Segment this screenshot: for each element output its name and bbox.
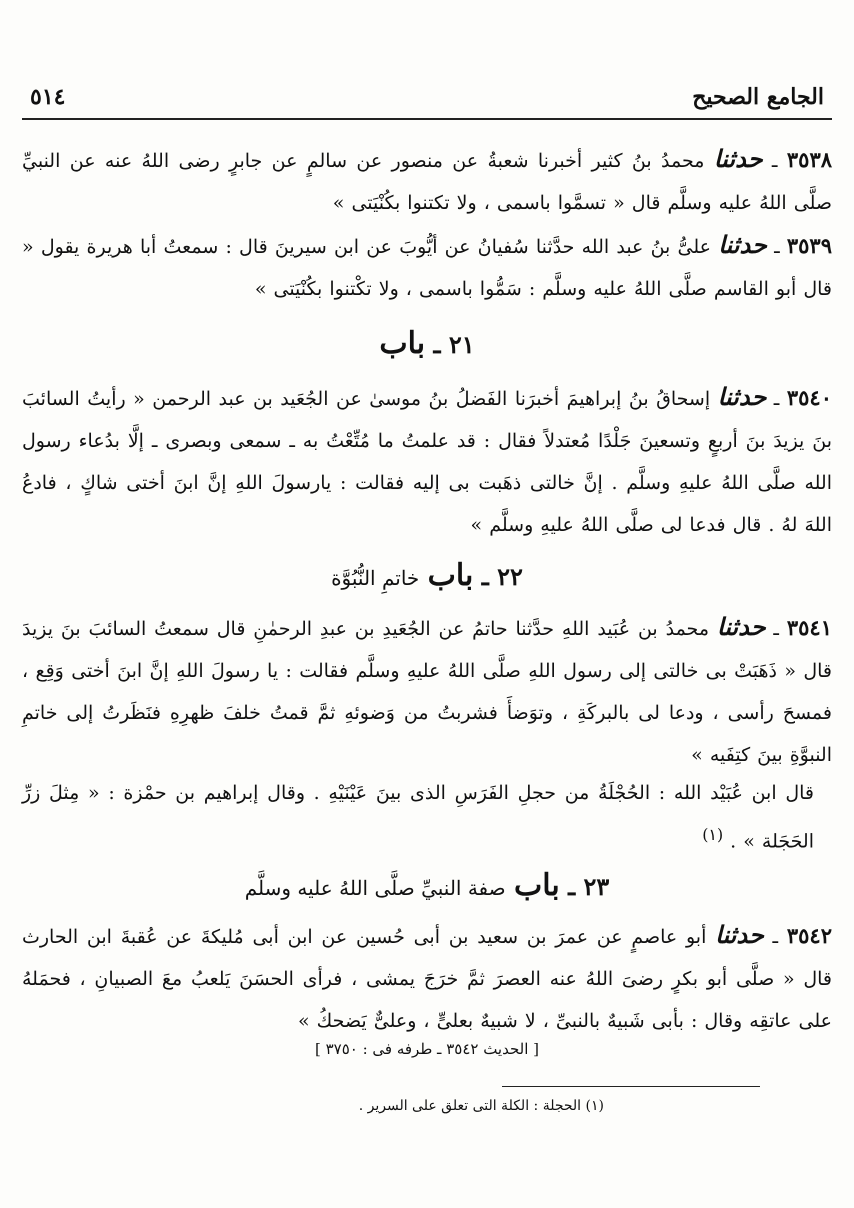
footnote-marker: (١) <box>702 825 724 844</box>
chapter-number: ٢١ <box>448 330 475 359</box>
haddathana-word: حدثنا <box>716 612 766 641</box>
page-number: ٥١٤ <box>30 84 66 110</box>
footnote-rule <box>502 1086 760 1087</box>
dash: ـ <box>481 562 489 591</box>
hadith-number: ٣٥٤٢ <box>786 923 832 948</box>
bab-word: باب <box>427 558 474 593</box>
hadith-number: ٣٥٤١ <box>786 615 832 640</box>
hadith-3538 <box>22 138 832 224</box>
haddathana-word: حدثنا <box>715 920 764 949</box>
chapter-number: ٢٢ <box>497 562 523 591</box>
dash: ـ <box>568 872 576 901</box>
hadith-text: أبو عاصمٍ عن عمرَ بن سعيد بن أبى حُسين عن ابن أبى مُليكةَ عن عُقبةَ ابن الحارث قال « صلَّى أبو بكرٍ رضىَ اللهُ عنه العصرَ ثمَّ خرَجَ يمشى ، فرأى الحسَنَ يَلعبُ معَ الصبيانِ ، فحمَلهُ على عاتقِه وقال : بأبى شَبيهٌ بالنبىِّ ، لا شبيهٌ بعلىٍّ ، وعلىٌّ يَضحكُ » <box>22 926 832 1032</box>
hadith-3540 <box>22 376 832 546</box>
commentary <box>22 772 814 862</box>
hadith-3539 <box>22 224 832 310</box>
hadith-number: ٣٥٤٠ <box>786 385 832 410</box>
hadith-text: علىُّ بنُ عبد الله حدَّثنا سُفيانُ عن أيُّوبَ عن ابن سيرينَ قال : سمعتُ أبا هريرة يقول « قال أبو القاسم صلَّى اللهُ عليه وسلَّم : سَمُّوا باسمى ، ولا تكْتنوا بكُنْيَتى » <box>22 236 832 300</box>
dash: ـ <box>771 150 778 172</box>
book-title: الجامع الصحيح <box>692 84 824 110</box>
dash: ـ <box>433 330 441 359</box>
dash: ـ <box>772 926 779 948</box>
hadith-number: ٣٥٣٩ <box>786 233 832 258</box>
header-rule <box>22 118 832 120</box>
footnote: (١) الحجلة : الكلة التى تعلق على السرير . <box>358 1098 604 1114</box>
hadith-3541 <box>22 606 832 776</box>
chapter-number: ٢٣ <box>583 872 610 901</box>
commentary-text: قال ابن عُبَيْد الله : الحُجْلَةُ من حجلِ الفَرَسِ الذى بينَ عَيْنَيْهِ . وقال إبراهيم بن حمْزة : « مِثلَ زرِّ الحَجَلة » . <box>22 782 814 853</box>
bab-word: باب <box>514 868 560 903</box>
page-header <box>22 84 832 116</box>
hadith-3542 <box>22 914 832 1042</box>
haddathana-word: حدثنا <box>718 230 767 259</box>
cross-reference: [ الحديث ٣٥٤٢ ـ طرفه فى : ٣٧٥٠ ] <box>314 1040 540 1058</box>
chapter-title: صفة النبيِّ صلَّى اللهُ عليه وسلَّم <box>244 876 506 900</box>
chapter-23-heading <box>22 866 832 908</box>
chapter-title: خاتمِ النُّبُوَّة <box>331 566 420 590</box>
hadith-number: ٣٥٣٨ <box>786 147 833 172</box>
hadith-text: إسحاقُ بنُ إبراهيمَ أخبرَنا الفَضلُ بنُ موسىٰ عن الجُعَيد بن عبد الرحمن « رأيتُ السائبَ بنَ يزيدَ بنَ أربعٍ وتسعينَ جَلْدًا مُعتدلاً فقال : قد علمتُ ما مُتِّعْتُ به ـ سمعى وبصرى ـ إلَّا بدُعاء رسول الله صلَّى اللهُ عليهِ وسلَّم . إنَّ خالتى ذهَبت بى إليه فقالت : يارسولَ اللهِ إنَّ ابنَ أختى شاكٍ ، فادعُ اللهَ لهُ . قال فدعا لى صلَّى اللهُ عليهِ وسلَّم » <box>22 388 832 536</box>
haddathana-word: حدثنا <box>713 144 763 173</box>
haddathana-word: حدثنا <box>717 382 767 411</box>
chapter-21-heading <box>22 324 832 366</box>
dash: ـ <box>773 618 779 640</box>
dash: ـ <box>773 388 780 410</box>
hadith-text: محمدُ بن عُبَيد اللهِ حدَّثنا حاتمُ عن الجُعَيدِ بن عبدِ الرحمٰنِ قال سمعتُ السائبَ بنَ يزيدَ قال « ذَهَبَتْ بى خالتى إلى رسول اللهِ صلَّى اللهُ عليهِ وسلَّم فقالت : يا رسولَ اللهِ إنَّ ابنَ أختى وَقِع ، فمسحَ رأسى ، ودعا لى بالبركَةِ ، وتوَضأَ فشربتُ من وَضوئهِ ثمَّ قمتُ خلفَ ظهرِهِ فنَظَرتُ إلى خاتمِ النبوَّةِ بينَ كتِفَيه » <box>22 618 832 766</box>
bab-word: باب <box>379 326 426 361</box>
chapter-22-heading <box>22 556 832 598</box>
hadith-text: محمدُ بنُ كثير أخبرنا شعبةُ عن منصور عن سالمٍ عن جابرٍ رضى اللهُ عنه عن النبيِّ صلَّى اللهُ عليه وسلَّم قال « تسمَّوا باسمى ، ولا تكتنوا بكُنْيَتى » <box>22 150 832 214</box>
dash: ـ <box>774 236 780 258</box>
